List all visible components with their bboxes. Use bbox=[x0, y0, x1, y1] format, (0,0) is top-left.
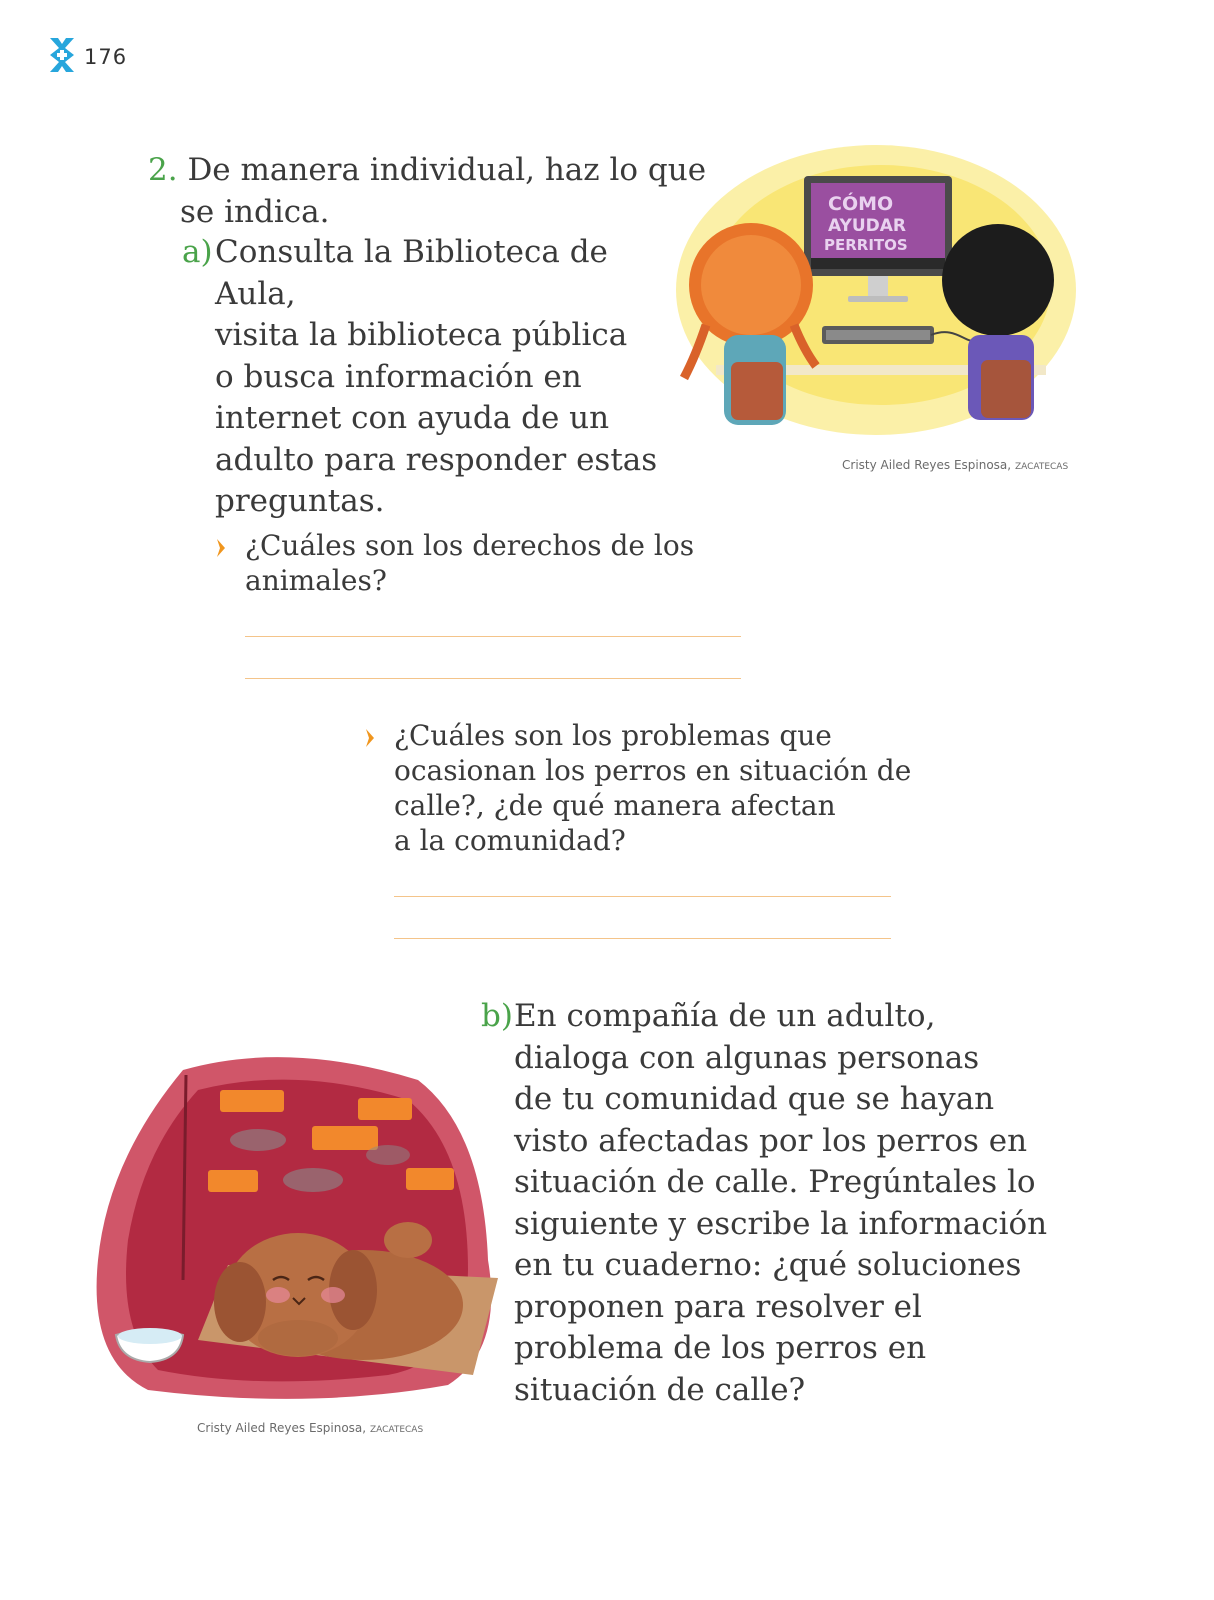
question-line: animales? bbox=[245, 564, 387, 597]
question-item bbox=[394, 718, 914, 858]
question-line: calle?, ¿de qué manera afectan bbox=[394, 789, 836, 822]
part-a-line: o busca información en bbox=[215, 358, 582, 395]
part-b-line: proponen para resolver el bbox=[514, 1288, 922, 1325]
part-a-text bbox=[182, 232, 695, 523]
screen-text-line: CÓMO bbox=[828, 193, 894, 215]
part-b-line: situación de calle? bbox=[514, 1371, 806, 1408]
part-b-line: de tu comunidad que se hayan bbox=[514, 1081, 995, 1117]
answer-line[interactable] bbox=[245, 636, 741, 637]
screen-text-line: PERRITOS bbox=[824, 236, 908, 254]
screen-text-line: AYUDAR bbox=[828, 216, 907, 236]
question-line: ¿Cuáles son los derechos de los bbox=[245, 529, 695, 562]
part-a-line: preguntas. bbox=[215, 483, 385, 519]
part-b-line: siguiente y escribe la información bbox=[514, 1205, 1048, 1242]
credit-place: ZACATECAS bbox=[369, 1425, 424, 1435]
question-line: a la comunidad? bbox=[394, 824, 626, 857]
activity-intro bbox=[148, 150, 708, 233]
part-b-line: visto afectadas por los perros en bbox=[514, 1122, 1028, 1159]
part-a-line: visita la biblioteca pública bbox=[215, 317, 628, 353]
computer-illustration bbox=[676, 140, 1076, 450]
bullet-chevron-icon bbox=[215, 532, 227, 567]
question-line: ocasionan los perros en situación de bbox=[394, 754, 912, 787]
xicon-logo-icon bbox=[48, 38, 76, 76]
answer-line[interactable] bbox=[245, 678, 741, 679]
part-a-line: internet con ayuda de un bbox=[215, 400, 610, 436]
part-b-text bbox=[481, 996, 1054, 1411]
part-b-line: dialoga con algunas personas bbox=[514, 1039, 980, 1076]
bullet-chevron-icon bbox=[364, 722, 376, 757]
answer-line[interactable] bbox=[394, 896, 891, 897]
credit-name: Cristy Ailed Reyes Espinosa, bbox=[197, 1421, 367, 1435]
part-b-line: En compañía de un adulto, bbox=[514, 998, 936, 1034]
part-b-line: situación de calle. Pregúntales lo bbox=[514, 1164, 1036, 1200]
part-b-line: en tu cuaderno: ¿qué soluciones bbox=[514, 1247, 1022, 1283]
question-line: ¿Cuáles son los problemas que bbox=[394, 719, 832, 752]
answer-line[interactable] bbox=[394, 938, 891, 939]
dog-illustration bbox=[88, 1040, 508, 1410]
intro-line: De manera individual, haz lo que bbox=[187, 152, 707, 188]
page-number: 176 bbox=[84, 45, 128, 69]
part-a-line: Consulta la Biblioteca de Aula, bbox=[215, 234, 608, 312]
question-item bbox=[245, 528, 715, 598]
credit-place: ZACATECAS bbox=[1014, 462, 1069, 472]
part-b-label: b) bbox=[481, 998, 513, 1034]
part-a-label: a) bbox=[182, 234, 213, 270]
image-credit bbox=[197, 1421, 423, 1435]
part-a-line: adulto para responder estas bbox=[215, 441, 658, 478]
image-credit bbox=[842, 458, 1068, 472]
intro-line: se indica. bbox=[180, 193, 330, 230]
part-b-line: problema de los perros en bbox=[514, 1330, 927, 1366]
page-header bbox=[48, 38, 127, 76]
activity-number: 2. bbox=[148, 152, 178, 188]
credit-name: Cristy Ailed Reyes Espinosa, bbox=[842, 458, 1012, 472]
